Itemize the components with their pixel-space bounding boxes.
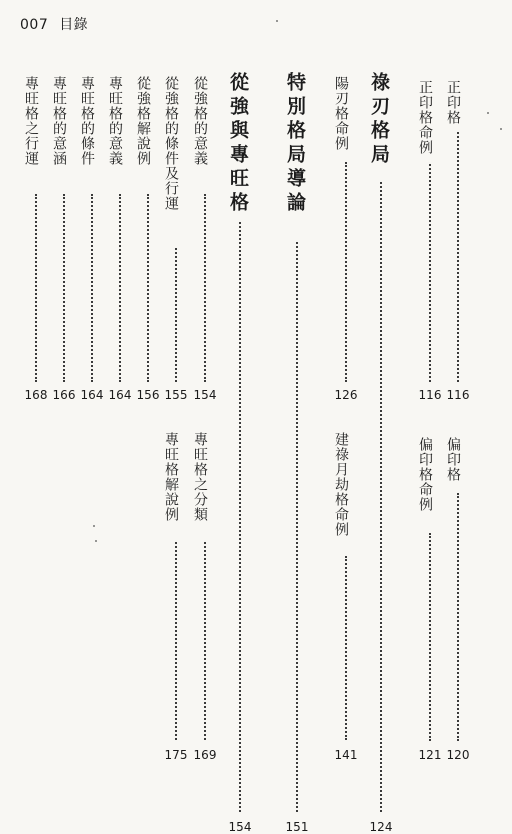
toc-entry-cong-qiang-jie-shuo-li[interactable] — [135, 76, 160, 402]
scan-speck — [276, 20, 278, 22]
toc-entry-title: 專旺格的意涵 — [51, 76, 67, 166]
leader-dots — [175, 542, 177, 740]
leader-dots — [345, 162, 347, 382]
toc-page-number: 120 — [446, 748, 470, 762]
toc-entry-title: 專旺格的條件 — [79, 76, 95, 166]
toc-page-number: 168 — [24, 388, 48, 402]
leader-dots — [175, 248, 177, 382]
leader-dots — [457, 132, 459, 382]
toc-entry-title: 從強格的條件及行運 — [163, 76, 179, 211]
toc-entry-title: 建祿月劫格命例 — [333, 432, 349, 537]
toc-entry-zheng-yin-ge-ming-li[interactable] — [417, 80, 442, 402]
toc-entry-title: 偏印格 — [445, 437, 461, 482]
toc-entry-zhuan-wang-yi-han[interactable] — [51, 76, 76, 402]
toc-entry-title: 從強格的意義 — [192, 76, 208, 166]
toc-section-title: 祿刃格局 — [368, 72, 390, 168]
toc-page-number: 151 — [285, 820, 309, 834]
leader-dots — [119, 194, 121, 382]
leader-dots — [429, 164, 431, 382]
toc-entry-zhuan-wang-xing-yun[interactable] — [23, 76, 48, 402]
toc-entry-title: 專旺格解說例 — [163, 432, 179, 522]
toc-page-number: 126 — [334, 388, 358, 402]
page-header — [20, 14, 88, 34]
leader-dots — [380, 182, 382, 812]
scan-speck — [93, 525, 95, 527]
page-title: 目錄 — [59, 17, 89, 33]
toc-page-number: 116 — [446, 388, 470, 402]
toc-entry-title: 偏印格命例 — [417, 437, 433, 512]
toc-entry-zhuan-wang-fen-lei[interactable] — [192, 432, 217, 762]
scan-speck — [487, 112, 489, 114]
toc-page-number: 154 — [228, 820, 252, 834]
toc-section-title: 特別格局導論 — [284, 72, 306, 216]
leader-dots — [91, 194, 93, 382]
toc-entry-pian-yin-ge-ming-li[interactable] — [417, 437, 442, 762]
leader-dots — [296, 242, 298, 812]
leader-dots — [239, 222, 241, 812]
toc-entry-cong-qiang-yi-yi[interactable] — [192, 76, 217, 402]
toc-page-number: 166 — [52, 388, 76, 402]
toc-page-number: 121 — [418, 748, 442, 762]
toc-page-number: 175 — [164, 748, 188, 762]
toc-entry-zhuan-wang-yi-yi[interactable] — [107, 76, 132, 402]
toc-section-title: 從強與專旺格 — [227, 72, 249, 216]
leader-dots — [147, 194, 149, 382]
toc-entry-title: 正印格命例 — [417, 80, 433, 155]
toc-entry-zhuan-wang-jie-shuo-li[interactable] — [163, 432, 188, 762]
toc-entry-title: 專旺格的意義 — [107, 76, 123, 166]
scan-speck — [95, 540, 97, 542]
toc-page-number: 155 — [164, 388, 188, 402]
toc-section-te-bie[interactable] — [284, 72, 309, 834]
toc-entry-zhuan-wang-tiao-jian[interactable] — [79, 76, 104, 402]
toc-entry-title: 正印格 — [445, 80, 461, 125]
toc-page-number: 156 — [136, 388, 160, 402]
leader-dots — [204, 194, 206, 382]
toc-entry-pian-yin-ge[interactable] — [445, 437, 470, 762]
toc-entry-title: 專旺格之分類 — [192, 432, 208, 522]
toc-entry-zheng-yin-ge[interactable] — [445, 80, 470, 402]
toc-page-number: 164 — [80, 388, 104, 402]
toc-entry-yang-ren-ge-ming-li[interactable] — [333, 76, 358, 402]
toc-page-number: 124 — [369, 820, 393, 834]
toc-page-number: 169 — [193, 748, 217, 762]
toc-section-cong-qiang[interactable] — [227, 72, 252, 834]
toc-entry-jian-lu-yue-jie[interactable] — [333, 432, 358, 762]
toc-entry-cong-qiang-tiao-jian[interactable] — [163, 76, 188, 402]
leader-dots — [204, 542, 206, 740]
toc-page-number: 164 — [108, 388, 132, 402]
toc-page-number: 141 — [334, 748, 358, 762]
toc-entry-title: 從強格解說例 — [135, 76, 151, 166]
leader-dots — [345, 556, 347, 740]
leader-dots — [35, 194, 37, 382]
toc-section-lu-ren[interactable] — [368, 72, 393, 834]
leader-dots — [429, 533, 431, 741]
toc-entry-title: 陽刃格命例 — [333, 76, 349, 151]
page-number: 007 — [20, 17, 49, 33]
toc-entry-title: 專旺格之行運 — [23, 76, 39, 166]
leader-dots — [457, 493, 459, 741]
leader-dots — [63, 194, 65, 382]
scan-speck — [500, 128, 502, 130]
toc-page-number: 154 — [193, 388, 217, 402]
toc-page-number: 116 — [418, 388, 442, 402]
